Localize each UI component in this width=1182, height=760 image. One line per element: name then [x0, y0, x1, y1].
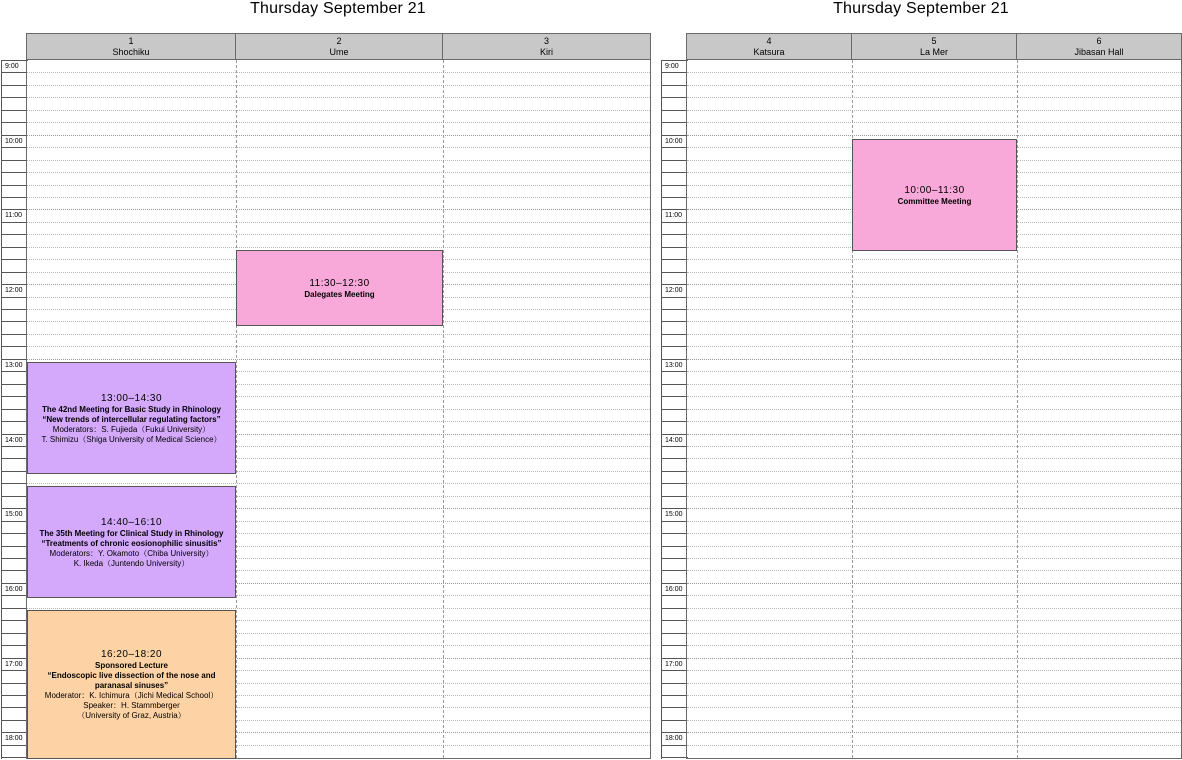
time-row [662, 496, 688, 497]
session-subtitle: “Endoscopic live dissection of the nose and paranasal sinuses” [47, 671, 216, 690]
grid-line [27, 359, 650, 360]
session-time: 16:20‒18:20 [100, 649, 163, 660]
time-row [2, 732, 28, 733]
time-row [662, 384, 688, 385]
time-row [2, 608, 28, 609]
grid-line [687, 633, 1181, 634]
time-label: 9:00 [5, 63, 19, 70]
time-row [662, 434, 688, 435]
time-row [662, 670, 688, 671]
grid-line [687, 471, 1181, 472]
time-row [2, 135, 28, 136]
room-header-3 [442, 33, 651, 60]
grid-line [27, 608, 650, 609]
column-divider [236, 60, 237, 758]
time-row [2, 658, 28, 659]
time-row [662, 135, 688, 136]
session-time: 13:00‒14:30 [100, 392, 163, 404]
time-row [2, 110, 28, 111]
room-header-5 [851, 33, 1017, 60]
grid-line [687, 683, 1181, 684]
time-row [662, 707, 688, 708]
time-row [2, 60, 28, 61]
time-row [662, 608, 688, 609]
time-row [662, 346, 688, 347]
time-row [2, 458, 28, 459]
time-row [2, 122, 28, 123]
grid-line [687, 658, 1181, 659]
room-name: Jibasan Hall [1074, 47, 1124, 57]
time-row [2, 558, 28, 559]
session-moderator: Moderators：S. Fujieda（Fukui University） [52, 424, 211, 434]
session-moderator: K. Ikeda（Juntendo University） [73, 558, 190, 568]
time-column-left [1, 60, 27, 759]
time-row [662, 446, 688, 447]
time-row [662, 197, 688, 198]
time-row [662, 645, 688, 646]
time-row [2, 633, 28, 634]
grid-line [27, 147, 650, 148]
time-row [662, 222, 688, 223]
time-row [662, 471, 688, 472]
time-row [2, 147, 28, 148]
time-row [662, 185, 688, 186]
grid-line [687, 583, 1181, 584]
time-row [2, 421, 28, 422]
session-moderator: T. Shimizu（Shiga University of Medical Science） [41, 434, 222, 444]
grid-line [687, 421, 1181, 422]
session-delegates-meeting[interactable] [236, 250, 443, 326]
time-row [662, 60, 688, 61]
time-row [2, 471, 28, 472]
grid-line [687, 732, 1181, 733]
grid-line [687, 483, 1181, 484]
time-row [662, 521, 688, 522]
time-row [662, 633, 688, 634]
time-row [662, 409, 688, 410]
grid-line [687, 745, 1181, 746]
grid-line [687, 608, 1181, 609]
time-row [2, 209, 28, 210]
time-row [2, 645, 28, 646]
time-row [2, 85, 28, 86]
time-row [662, 122, 688, 123]
grid-line [687, 458, 1181, 459]
time-label: 10:00 [665, 137, 683, 145]
time-row [2, 707, 28, 708]
time-row [662, 620, 688, 621]
room-number: 3 [543, 36, 549, 46]
session-speaker-affiliation: （University of Graz, Austria） [77, 711, 186, 720]
grid-line [687, 72, 1181, 73]
time-row [2, 409, 28, 410]
time-label: 10:00 [5, 137, 23, 145]
time-label: 13:00 [5, 361, 23, 369]
time-column-right [661, 60, 687, 759]
time-row [662, 683, 688, 684]
time-row [2, 496, 28, 497]
time-row [662, 321, 688, 322]
time-row [2, 359, 28, 360]
time-row [2, 72, 28, 73]
grid-line [687, 446, 1181, 447]
time-row [662, 72, 688, 73]
time-row [662, 720, 688, 721]
time-row [662, 147, 688, 148]
time-row [2, 284, 28, 285]
session-title: The 42nd Meeting for Basic Study in Rhinology [41, 404, 222, 414]
session-title: Committee Meeting [897, 196, 972, 206]
time-label: 18:00 [665, 735, 683, 743]
column-divider [1017, 60, 1018, 758]
time-row [2, 533, 28, 534]
grid-line [687, 85, 1181, 86]
time-row [662, 247, 688, 248]
time-row [662, 533, 688, 534]
session-subtitle: “New trends of intercellular regulating factors” [42, 414, 221, 424]
time-label: 15:00 [665, 511, 683, 519]
time-row [662, 209, 688, 210]
grid-line [27, 110, 650, 111]
grid-line [687, 670, 1181, 671]
grid-line [687, 396, 1181, 397]
time-row [2, 446, 28, 447]
time-row [662, 309, 688, 310]
time-row [2, 595, 28, 596]
grid-line [27, 209, 650, 210]
time-row [2, 234, 28, 235]
time-row [662, 558, 688, 559]
grid-line [687, 521, 1181, 522]
time-row [2, 172, 28, 173]
session-moderator: Moderator：K. Ichimura（Jichi Medical School） [44, 691, 219, 700]
time-row [662, 396, 688, 397]
grid-line [687, 272, 1181, 273]
time-label: 17:00 [665, 660, 683, 668]
time-row [2, 720, 28, 721]
time-row [2, 185, 28, 186]
time-row [662, 745, 688, 746]
grid-line [687, 135, 1181, 136]
grid-line [687, 434, 1181, 435]
grid-line [687, 334, 1181, 335]
session-moderator: Moderators：Y. Okamoto（Chiba University） [49, 548, 214, 558]
column-divider [443, 60, 444, 758]
time-row [2, 297, 28, 298]
time-label: 16:00 [665, 585, 683, 593]
session-title: Dalegates Meeting [304, 289, 375, 299]
time-row [662, 732, 688, 733]
grid-line [687, 122, 1181, 123]
time-row [2, 197, 28, 198]
grid-line [687, 371, 1181, 372]
session-sponsored-lecture[interactable] [27, 610, 236, 759]
time-row [662, 97, 688, 98]
session-clinical-rhinology[interactable] [27, 486, 236, 598]
grid-line [27, 334, 650, 335]
room-number: 4 [766, 36, 772, 46]
time-row [2, 695, 28, 696]
room-name: Ume [329, 47, 349, 57]
grid-line [687, 409, 1181, 410]
grid-line [687, 570, 1181, 571]
session-time: 11:30‒12:30 [309, 277, 370, 289]
grid-line [27, 122, 650, 123]
grid-line [27, 85, 650, 86]
time-row [662, 421, 688, 422]
time-row [662, 570, 688, 571]
time-row [662, 695, 688, 696]
room-header-6 [1016, 33, 1182, 60]
grid-line [687, 720, 1181, 721]
room-header-4 [686, 33, 852, 60]
time-row [2, 583, 28, 584]
session-basic-rhinology[interactable] [27, 362, 236, 474]
time-row [2, 570, 28, 571]
time-row [2, 483, 28, 484]
grid-line [27, 222, 650, 223]
grid-line [687, 284, 1181, 285]
time-row [662, 508, 688, 509]
time-label: 11:00 [5, 212, 22, 220]
room-number: 6 [1096, 36, 1102, 46]
grid-line [687, 533, 1181, 534]
session-speaker: Speaker：H. Stammberger [83, 701, 180, 710]
time-row [662, 259, 688, 260]
time-row [2, 670, 28, 671]
time-row [2, 97, 28, 98]
time-row [662, 583, 688, 584]
time-row [662, 546, 688, 547]
grid-line [27, 247, 650, 248]
session-title: Sponsored Lecture [95, 661, 168, 670]
grid-line [687, 558, 1181, 559]
time-row [2, 620, 28, 621]
grid-line [687, 496, 1181, 497]
time-label: 13:00 [665, 361, 683, 369]
grid-line [27, 197, 650, 198]
grid-line [27, 185, 650, 186]
time-label: 18:00 [5, 735, 23, 743]
room-name: Katsura [753, 47, 785, 57]
time-row [662, 110, 688, 111]
time-row [2, 259, 28, 260]
time-row [662, 334, 688, 335]
grid-line [27, 135, 650, 136]
time-row [662, 595, 688, 596]
time-row [662, 234, 688, 235]
day-title-right: Thursday September 21 [833, 0, 1009, 17]
grid-line [687, 259, 1181, 260]
time-row [2, 309, 28, 310]
room-number: 1 [128, 36, 134, 46]
grid-line [687, 309, 1181, 310]
grid-line [687, 546, 1181, 547]
time-row [662, 284, 688, 285]
grid-line [687, 97, 1181, 98]
time-row [662, 359, 688, 360]
grid-line [687, 297, 1181, 298]
grid-line [687, 695, 1181, 696]
room-name: Kiri [540, 47, 553, 57]
room-number: 2 [336, 36, 342, 46]
time-row [2, 321, 28, 322]
time-row [2, 434, 28, 435]
grid-line [27, 483, 650, 484]
time-row [662, 757, 688, 758]
session-subtitle: “Treatments of chronic eosionophilic sinusitis” [41, 538, 222, 548]
time-row [2, 384, 28, 385]
grid-line [687, 384, 1181, 385]
time-label: 16:00 [5, 585, 23, 593]
time-label: 14:00 [665, 436, 683, 444]
session-title: The 35th Meeting for Clinical Study in Rhinology [39, 528, 224, 538]
grid-line [687, 346, 1181, 347]
time-label: 12:00 [5, 287, 23, 295]
room-header-2 [235, 33, 443, 60]
time-row [2, 757, 28, 758]
time-row [662, 160, 688, 161]
grid-line [27, 160, 650, 161]
grid-line [27, 172, 650, 173]
grid-line [687, 359, 1181, 360]
time-label: 17:00 [5, 660, 23, 668]
grid-line [687, 110, 1181, 111]
room-header-1 [26, 33, 236, 60]
grid-line [27, 346, 650, 347]
grid-line [27, 97, 650, 98]
grid-line [687, 508, 1181, 509]
time-row [2, 222, 28, 223]
room-number: 5 [931, 36, 937, 46]
room-name: La Mer [919, 47, 948, 57]
time-row [2, 334, 28, 335]
time-row [2, 745, 28, 746]
day-title-left: Thursday September 21 [250, 0, 426, 17]
grid-line [687, 595, 1181, 596]
grid-line [687, 321, 1181, 322]
time-row [662, 371, 688, 372]
time-row [2, 272, 28, 273]
time-row [2, 247, 28, 248]
time-label: 12:00 [665, 287, 683, 295]
time-row [2, 683, 28, 684]
grid-line [27, 72, 650, 73]
grid-line [687, 707, 1181, 708]
time-row [2, 160, 28, 161]
time-row [662, 658, 688, 659]
grid-line [687, 645, 1181, 646]
time-row [2, 546, 28, 547]
session-time: 14:40‒16:10 [100, 516, 163, 528]
time-row [2, 521, 28, 522]
time-label: 11:00 [665, 212, 682, 220]
room-name: Shochiku [112, 47, 150, 57]
time-label: 14:00 [5, 436, 23, 444]
time-row [2, 396, 28, 397]
time-label: 15:00 [5, 511, 23, 519]
time-row [662, 483, 688, 484]
time-row [2, 508, 28, 509]
time-label: 9:00 [665, 63, 679, 70]
grid-line [27, 234, 650, 235]
session-committee-meeting[interactable] [852, 139, 1017, 251]
time-row [662, 172, 688, 173]
time-row [662, 85, 688, 86]
grid-line [687, 620, 1181, 621]
time-row [2, 371, 28, 372]
time-row [662, 458, 688, 459]
session-time: 10:00‒11:30 [904, 184, 965, 196]
time-row [2, 346, 28, 347]
time-row [662, 272, 688, 273]
time-row [662, 297, 688, 298]
